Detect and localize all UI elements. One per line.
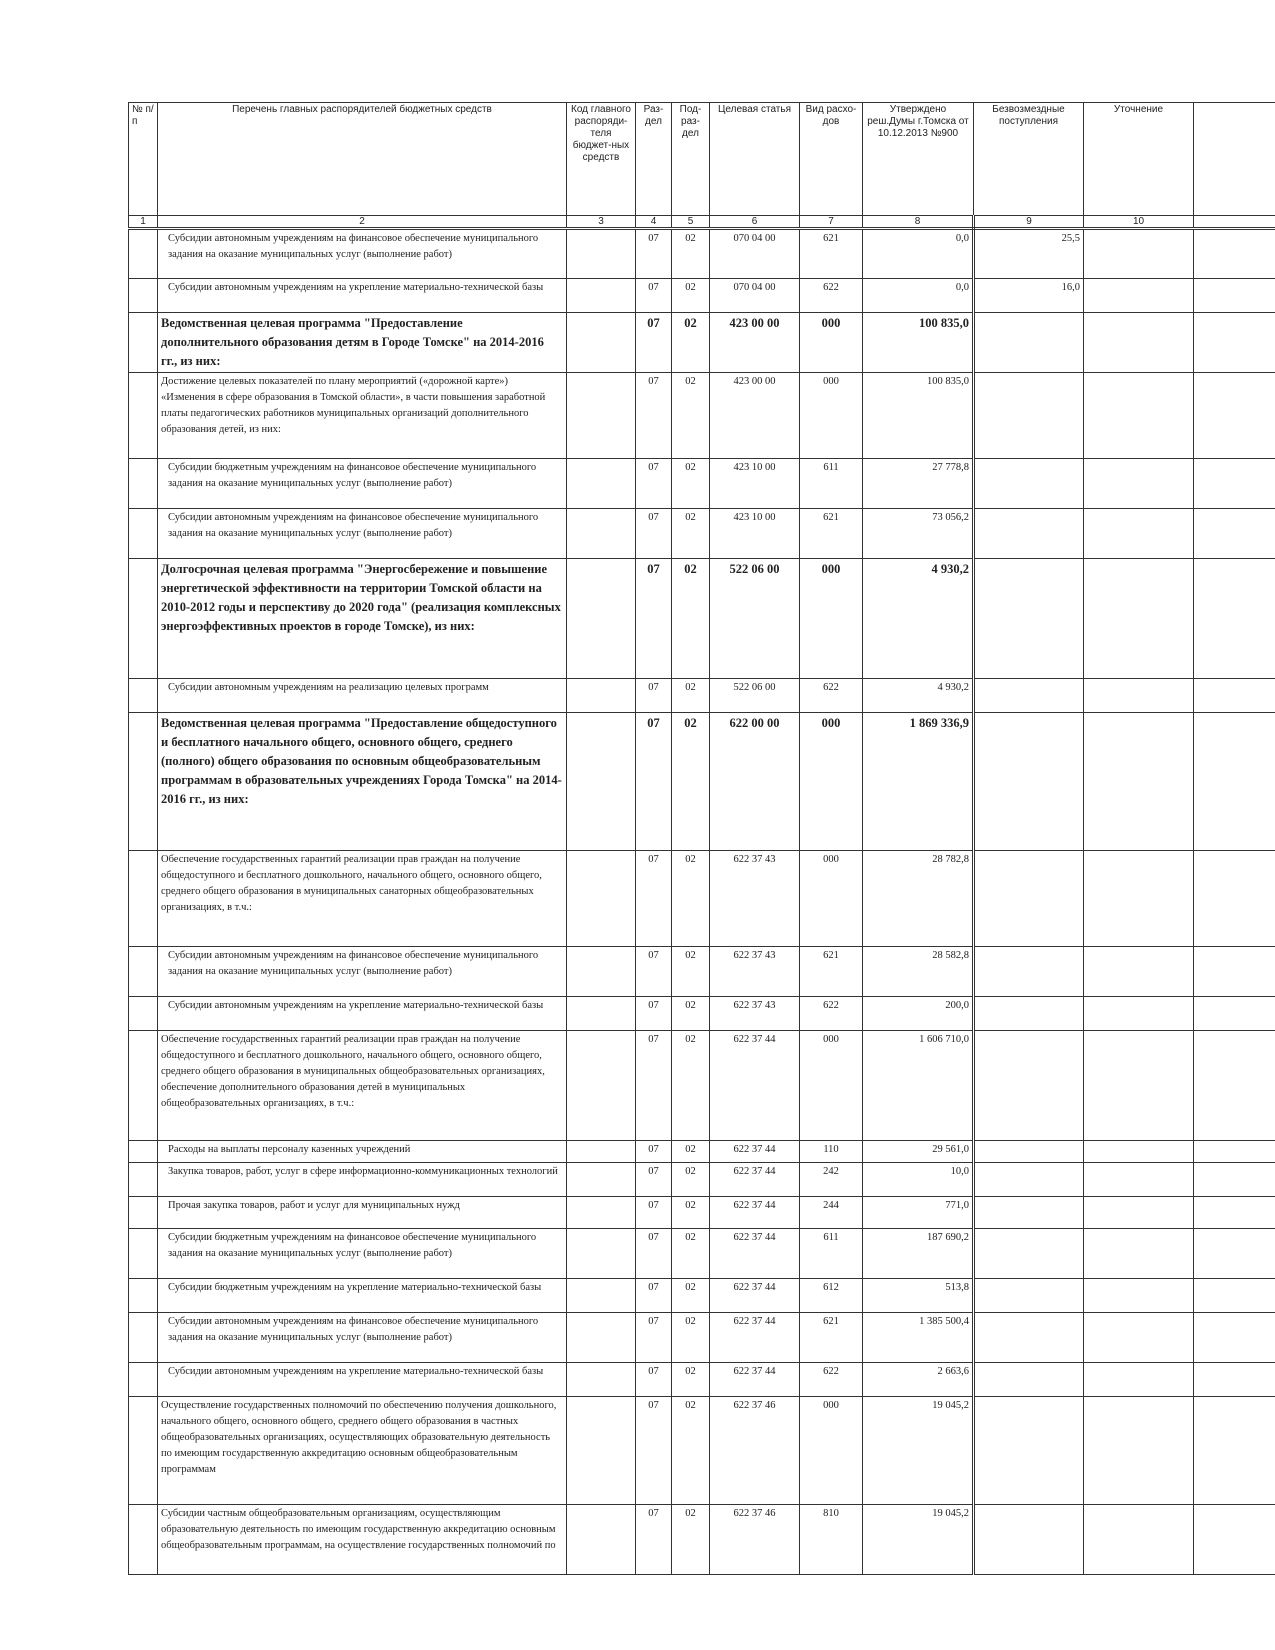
row-num-cell [129,851,158,947]
row-expense-cell: 621 [800,229,863,279]
table-row [129,1031,1275,1141]
header-code: Код главного распоряди-теля бюджет-ных средств [567,103,636,216]
table-row [129,1363,1275,1397]
row-expense-cell: 611 [800,1229,863,1279]
row-section-cell: 07 [636,679,672,713]
row-code-cell [567,279,636,313]
row-grants-cell [974,713,1084,851]
table-row [129,509,1275,559]
row-grants-cell [974,559,1084,679]
row-target-cell: 622 37 43 [710,947,800,997]
row-code-cell [567,459,636,509]
row-code-cell [567,679,636,713]
row-approved-cell: 0,0 [863,279,974,313]
table-row [129,229,1275,279]
row-code-cell [567,229,636,279]
row-subsection-cell: 02 [672,1397,710,1505]
row-subsection-cell: 02 [672,1505,710,1575]
row-name-cell: Субсидии автономным учреждениям на реализацию целевых программ [158,679,567,713]
row-grants-cell [974,1031,1084,1141]
row-refinement-cell [1084,1031,1194,1141]
row-expense-cell: 000 [800,1397,863,1505]
row-approved-cell: 187 690,2 [863,1229,974,1279]
row-approved-cell: 2 663,6 [863,1363,974,1397]
colnum: 9 [974,216,1084,229]
row-expense-cell: 622 [800,279,863,313]
row-subsection-cell: 02 [672,1197,710,1229]
table-row [129,1505,1275,1575]
row-target-cell: 070 04 00 [710,279,800,313]
row-name-cell: Обеспечение государственных гарантий реализации прав граждан на получение общедоступного и бесплатного дошкольного, начального общего, основного общего, среднего общего образования в муниципальных общеобразовательных организациях, обеспечение дополнительного образования детей в муниципальных общеобразовательных организациях, в т.ч.: [158,1031,567,1141]
row-code-cell [567,1229,636,1279]
row-num-cell [129,679,158,713]
row-refinement-cell [1084,1313,1194,1363]
row-code-cell [567,851,636,947]
row-name-cell: Ведомственная целевая программа "Предоставление дополнительного образования детям в Городе Томске" на 2014-2016 гг., из них: [158,313,567,373]
row-refinement-cell [1084,679,1194,713]
row-approved-cell: 19 045,2 [863,1397,974,1505]
row-target-cell: 622 37 46 [710,1397,800,1505]
row-num-cell [129,1141,158,1163]
row-name-cell: Субсидии частным общеобразовательным организациям, осуществляющим образовательную деятельность по имеющим государственную аккредитацию основным общеобразовательным программам, на осуществление государственных полномочий по [158,1505,567,1575]
row-name-cell: Обеспечение государственных гарантий реализации прав граждан на получение общедоступного и бесплатного дошкольного, начального общего, основного общего, среднего общего образования в муниципальных санаторных общеобразовательных организациях, в т.ч.: [158,851,567,947]
row-grants-cell [974,1505,1084,1575]
row-refinement-cell [1084,459,1194,509]
row-extra-cell [1194,1229,1275,1279]
row-code-cell [567,1505,636,1575]
row-name-cell: Субсидии автономным учреждениям на финансовое обеспечение муниципального задания на оказание муниципальных услуг (выполнение работ) [158,229,567,279]
row-subsection-cell: 02 [672,459,710,509]
row-name-cell: Субсидии бюджетным учреждениям на финансовое обеспечение муниципального задания на оказание муниципальных услуг (выполнение работ) [158,1229,567,1279]
row-subsection-cell: 02 [672,851,710,947]
row-extra-cell [1194,1141,1275,1163]
row-expense-cell: 621 [800,947,863,997]
row-expense-cell: 622 [800,679,863,713]
row-code-cell [567,1397,636,1505]
row-subsection-cell: 02 [672,1163,710,1197]
row-code-cell [567,1197,636,1229]
row-num-cell [129,1031,158,1141]
row-target-cell: 522 06 00 [710,559,800,679]
row-refinement-cell [1084,509,1194,559]
row-subsection-cell: 02 [672,509,710,559]
row-extra-cell [1194,279,1275,313]
row-target-cell: 622 37 44 [710,1279,800,1313]
row-expense-cell: 110 [800,1141,863,1163]
row-grants-cell [974,1279,1084,1313]
row-refinement-cell [1084,1229,1194,1279]
row-name-cell: Субсидии автономным учреждениям на укрепление материально-технической базы [158,997,567,1031]
row-code-cell [567,313,636,373]
row-num-cell [129,1313,158,1363]
row-expense-cell: 621 [800,1313,863,1363]
row-expense-cell: 000 [800,851,863,947]
table-row [129,1197,1275,1229]
row-approved-cell: 28 582,8 [863,947,974,997]
table-row [129,279,1275,313]
row-grants-cell [974,997,1084,1031]
header-refinement: Уточнение [1084,103,1194,216]
row-approved-cell: 100 835,0 [863,313,974,373]
row-code-cell [567,1313,636,1363]
row-num-cell [129,279,158,313]
row-name-cell: Субсидии автономным учреждениям на финансовое обеспечение муниципального задания на оказание муниципальных услуг (выполнение работ) [158,1313,567,1363]
row-refinement-cell [1084,1397,1194,1505]
row-extra-cell [1194,1031,1275,1141]
row-approved-cell: 19 045,2 [863,1505,974,1575]
row-subsection-cell: 02 [672,679,710,713]
row-refinement-cell [1084,1197,1194,1229]
header-expense-type: Вид расхо-дов [800,103,863,216]
row-num-cell [129,713,158,851]
table-row [129,1163,1275,1197]
row-grants-cell [974,947,1084,997]
row-name-cell: Осуществление государственных полномочий по обеспечению получения дошкольного, начального общего, основного общего, среднего общего образования в частных общеобразовательных организациях, осуществляющих образовательную деятельность по имеющим государственную аккредитацию основным общеобразовательным программам [158,1397,567,1505]
row-target-cell: 070 04 00 [710,229,800,279]
row-expense-cell: 000 [800,713,863,851]
row-num-cell [129,229,158,279]
row-expense-cell: 810 [800,1505,863,1575]
row-section-cell: 07 [636,373,672,459]
row-extra-cell [1194,1397,1275,1505]
row-target-cell: 423 00 00 [710,313,800,373]
row-subsection-cell: 02 [672,559,710,679]
row-section-cell: 07 [636,509,672,559]
table-row [129,679,1275,713]
row-num-cell [129,997,158,1031]
row-code-cell [567,1141,636,1163]
row-num-cell [129,1505,158,1575]
row-name-cell: Расходы на выплаты персоналу казенных учреждений [158,1141,567,1163]
row-section-cell: 07 [636,1229,672,1279]
row-grants-cell [974,509,1084,559]
row-extra-cell [1194,559,1275,679]
row-refinement-cell [1084,1363,1194,1397]
header-target: Целевая статья [710,103,800,216]
row-grants-cell [974,1141,1084,1163]
row-approved-cell: 513,8 [863,1279,974,1313]
header-row [129,103,1275,216]
row-approved-cell: 200,0 [863,997,974,1031]
row-section-cell: 07 [636,1313,672,1363]
row-grants-cell [974,679,1084,713]
row-num-cell [129,1197,158,1229]
row-num-cell [129,559,158,679]
row-target-cell: 423 10 00 [710,459,800,509]
table-row [129,373,1275,459]
row-name-cell: Субсидии бюджетным учреждениям на финансовое обеспечение муниципального задания на оказание муниципальных услуг (выполнение работ) [158,459,567,509]
row-extra-cell [1194,313,1275,373]
table-row [129,559,1275,679]
row-target-cell: 423 10 00 [710,509,800,559]
row-num-cell [129,459,158,509]
row-subsection-cell: 02 [672,279,710,313]
row-extra-cell [1194,1363,1275,1397]
row-grants-cell [974,1397,1084,1505]
table-row [129,997,1275,1031]
row-section-cell: 07 [636,997,672,1031]
row-expense-cell: 000 [800,559,863,679]
row-subsection-cell: 02 [672,997,710,1031]
row-section-cell: 07 [636,947,672,997]
row-grants-cell [974,1363,1084,1397]
row-approved-cell: 27 778,8 [863,459,974,509]
row-subsection-cell: 02 [672,313,710,373]
row-approved-cell: 1 606 710,0 [863,1031,974,1141]
table-row [129,1279,1275,1313]
row-section-cell: 07 [636,1397,672,1505]
table-row [129,947,1275,997]
row-num-cell [129,1397,158,1505]
row-extra-cell [1194,679,1275,713]
row-target-cell: 622 37 46 [710,1505,800,1575]
row-subsection-cell: 02 [672,947,710,997]
row-target-cell: 622 37 43 [710,997,800,1031]
table-row [129,313,1275,373]
row-subsection-cell: 02 [672,229,710,279]
row-code-cell [567,1279,636,1313]
row-grants-cell: 25,5 [974,229,1084,279]
row-num-cell [129,947,158,997]
row-approved-cell: 1 385 500,4 [863,1313,974,1363]
colnum [1194,216,1275,229]
row-expense-cell: 244 [800,1197,863,1229]
row-grants-cell [974,851,1084,947]
row-target-cell: 622 37 44 [710,1229,800,1279]
row-name-cell: Субсидии автономным учреждениям на финансовое обеспечение муниципального задания на оказание муниципальных услуг (выполнение работ) [158,947,567,997]
row-refinement-cell [1084,947,1194,997]
row-refinement-cell [1084,1505,1194,1575]
row-refinement-cell [1084,313,1194,373]
row-subsection-cell: 02 [672,1031,710,1141]
row-grants-cell [974,1229,1084,1279]
header-section: Раз-дел [636,103,672,216]
row-extra-cell [1194,1313,1275,1363]
row-subsection-cell: 02 [672,373,710,459]
row-approved-cell: 4 930,2 [863,679,974,713]
table-row [129,459,1275,509]
row-approved-cell: 1 869 336,9 [863,713,974,851]
header-name: Перечень главных распорядителей бюджетных средств [158,103,567,216]
row-refinement-cell [1084,713,1194,851]
colnum: 3 [567,216,636,229]
row-expense-cell: 622 [800,1363,863,1397]
row-refinement-cell [1084,997,1194,1031]
colnum: 6 [710,216,800,229]
row-section-cell: 07 [636,229,672,279]
row-subsection-cell: 02 [672,1313,710,1363]
row-grants-cell [974,373,1084,459]
row-name-cell: Ведомственная целевая программа "Предоставление общедоступного и бесплатного начального общего, основного общего, среднего (полного) общего образования по основным общеобразовательным программам в образовательных учреждениях Города Томска" на 2014-2016 гг., из них: [158,713,567,851]
header-subsection: Под-раз-дел [672,103,710,216]
colnum: 8 [863,216,974,229]
row-code-cell [567,509,636,559]
row-approved-cell: 10,0 [863,1163,974,1197]
row-section-cell: 07 [636,1141,672,1163]
row-subsection-cell: 02 [672,1363,710,1397]
colnum: 2 [158,216,567,229]
row-section-cell: 07 [636,1505,672,1575]
row-num-cell [129,373,158,459]
row-section-cell: 07 [636,851,672,947]
row-subsection-cell: 02 [672,713,710,851]
header-extra [1194,103,1275,216]
row-extra-cell [1194,1505,1275,1575]
row-grants-cell [974,1313,1084,1363]
row-section-cell: 07 [636,1031,672,1141]
row-expense-cell: 611 [800,459,863,509]
row-extra-cell [1194,851,1275,947]
row-extra-cell [1194,1197,1275,1229]
row-code-cell [567,947,636,997]
colnum: 4 [636,216,672,229]
row-extra-cell [1194,459,1275,509]
row-name-cell: Достижение целевых показателей по плану мероприятий («дорожной карте») «Изменения в сфере образования в Томской области», в части повышения заработной платы педагогических работников муниципальных организаций дополнительного образования детей, из них: [158,373,567,459]
row-target-cell: 622 37 44 [710,1313,800,1363]
table-row [129,1141,1275,1163]
row-grants-cell [974,1163,1084,1197]
row-section-cell: 07 [636,1279,672,1313]
row-extra-cell [1194,1163,1275,1197]
row-name-cell: Субсидии автономным учреждениям на укрепление материально-технической базы [158,1363,567,1397]
colnum: 10 [1084,216,1194,229]
row-name-cell: Субсидии бюджетным учреждениям на укрепление материально-технической базы [158,1279,567,1313]
row-expense-cell: 000 [800,373,863,459]
row-section-cell: 07 [636,459,672,509]
row-num-cell [129,1279,158,1313]
row-approved-cell: 0,0 [863,229,974,279]
row-approved-cell: 100 835,0 [863,373,974,459]
row-subsection-cell: 02 [672,1141,710,1163]
row-target-cell: 622 00 00 [710,713,800,851]
column-number-row [129,216,1275,229]
row-name-cell: Долгосрочная целевая программа "Энергосбережение и повышение энергетической эффективности на территории Томской области на 2010-2012 годы и перспективу до 2020 года" (реализация комплексных энергоэффективных проектов в городе Томске), из них: [158,559,567,679]
row-refinement-cell [1084,559,1194,679]
row-code-cell [567,373,636,459]
table-row [129,713,1275,851]
row-code-cell [567,713,636,851]
row-refinement-cell [1084,279,1194,313]
row-expense-cell: 242 [800,1163,863,1197]
row-approved-cell: 771,0 [863,1197,974,1229]
row-num-cell [129,509,158,559]
row-target-cell: 622 37 44 [710,1163,800,1197]
row-code-cell [567,559,636,679]
row-section-cell: 07 [636,1363,672,1397]
row-refinement-cell [1084,373,1194,459]
table-row [129,1397,1275,1505]
row-grants-cell [974,459,1084,509]
row-expense-cell: 000 [800,313,863,373]
row-expense-cell: 000 [800,1031,863,1141]
row-section-cell: 07 [636,713,672,851]
row-code-cell [567,1163,636,1197]
row-code-cell [567,1363,636,1397]
header-approved: Утверждено реш.Думы г.Томска от 10.12.2013 №900 [863,103,974,216]
row-expense-cell: 612 [800,1279,863,1313]
header-grants: Безвозмездные поступления [974,103,1084,216]
row-section-cell: 07 [636,279,672,313]
row-extra-cell [1194,229,1275,279]
row-section-cell: 07 [636,1163,672,1197]
row-refinement-cell [1084,229,1194,279]
row-target-cell: 522 06 00 [710,679,800,713]
row-extra-cell [1194,947,1275,997]
row-section-cell: 07 [636,559,672,679]
row-num-cell [129,1363,158,1397]
row-section-cell: 07 [636,313,672,373]
row-grants-cell [974,313,1084,373]
row-target-cell: 622 37 44 [710,1031,800,1141]
table-row [129,851,1275,947]
colnum: 1 [129,216,158,229]
row-num-cell [129,1163,158,1197]
row-target-cell: 622 37 43 [710,851,800,947]
row-expense-cell: 621 [800,509,863,559]
row-num-cell [129,313,158,373]
row-extra-cell [1194,373,1275,459]
row-approved-cell: 73 056,2 [863,509,974,559]
row-name-cell: Субсидии автономным учреждениям на финансовое обеспечение муниципального задания на оказание муниципальных услуг (выполнение работ) [158,509,567,559]
row-code-cell [567,1031,636,1141]
budget-table-sheet [128,102,1275,1575]
row-extra-cell [1194,509,1275,559]
colnum: 5 [672,216,710,229]
row-approved-cell: 4 930,2 [863,559,974,679]
row-target-cell: 622 37 44 [710,1363,800,1397]
row-refinement-cell [1084,1279,1194,1313]
row-grants-cell: 16,0 [974,279,1084,313]
row-num-cell [129,1229,158,1279]
table-row [129,1313,1275,1363]
row-extra-cell [1194,997,1275,1031]
row-refinement-cell [1084,1163,1194,1197]
row-expense-cell: 622 [800,997,863,1031]
table-row [129,1229,1275,1279]
row-name-cell: Прочая закупка товаров, работ и услуг для муниципальных нужд [158,1197,567,1229]
row-extra-cell [1194,1279,1275,1313]
budget-table [128,102,1275,1575]
row-name-cell: Закупка товаров, работ, услуг в сфере информационно-коммуникационных технологий [158,1163,567,1197]
row-target-cell: 622 37 44 [710,1197,800,1229]
row-refinement-cell [1084,851,1194,947]
row-code-cell [567,997,636,1031]
row-approved-cell: 29 561,0 [863,1141,974,1163]
row-section-cell: 07 [636,1197,672,1229]
row-subsection-cell: 02 [672,1229,710,1279]
colnum: 7 [800,216,863,229]
row-name-cell: Субсидии автономным учреждениям на укрепление материально-технической базы [158,279,567,313]
row-target-cell: 622 37 44 [710,1141,800,1163]
header-num: № п/п [129,103,158,216]
row-refinement-cell [1084,1141,1194,1163]
row-approved-cell: 28 782,8 [863,851,974,947]
row-extra-cell [1194,713,1275,851]
row-grants-cell [974,1197,1084,1229]
row-subsection-cell: 02 [672,1279,710,1313]
row-target-cell: 423 00 00 [710,373,800,459]
